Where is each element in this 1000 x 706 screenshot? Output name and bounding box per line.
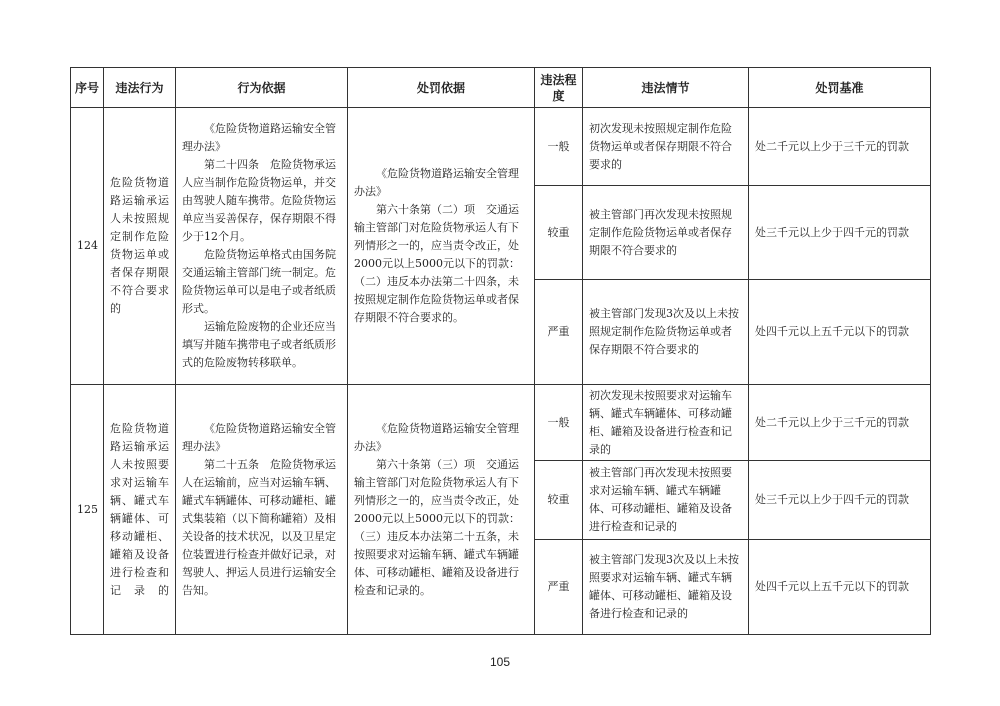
header-basis: 行为依据: [176, 68, 348, 108]
seq-cell: 124: [71, 108, 104, 385]
basis-paragraph: 危险货物运单格式由国务院交通运输主管部门统一制定。危险货物运单可以是电子或者纸质形式。: [182, 248, 336, 315]
header-penalty-basis: 处罚依据: [348, 68, 535, 108]
degree-cell: 较重: [535, 461, 583, 540]
degree-cell: 严重: [535, 280, 583, 385]
basis-paragraph: 第二十五条 危险货物承运人在运输前，应当对运输车辆、罐式车辆罐体、可移动罐柜、罐式集装箱（以下简称罐箱）及相关设备的技术状况，以及卫星定位装置进行检查并做好记录，对驾驶人、押运人员进行运输安全告知。: [182, 457, 336, 597]
standard-cell: 处四千元以上五千元以下的罚款: [749, 540, 931, 635]
penalty-paragraph: 《危险货物道路运输安全管理办法》: [354, 421, 519, 453]
situation-cell: 被主管部门发现3次及以上未按照规定制作危险货物运单或者保存期限不符合要求的: [583, 280, 749, 385]
penalty-paragraph: 《危险货物道路运输安全管理办法》: [354, 167, 519, 198]
seq-cell: 125: [71, 385, 104, 635]
header-degree: 违法程度: [535, 68, 583, 108]
penalty-basis-cell: [348, 108, 535, 385]
penalty-paragraph: 第六十条第（二）项 交通运输主管部门对危险货物承运人有下列情形之一的，应当责令改正，处2000元以上5000元以下的罚款：（二）违反本办法第二十四条，未按照规定制作危险货物运单或者保存期限不符合要求的。: [354, 203, 520, 324]
standard-cell: 处三千元以上少于四千元的罚款: [749, 186, 931, 280]
degree-cell: 较重: [535, 186, 583, 280]
situation-cell: 被主管部门再次发现未按照规定制作危险货物运单或者保存期限不符合要求的: [583, 186, 749, 280]
header-standard: 处罚基准: [749, 68, 931, 108]
behavior-cell: 危险货物道路运输承运人未按照要求对运输车辆、罐式车辆罐体、可移动罐柜、罐箱及设备进行检查和记录的: [104, 385, 176, 635]
basis-cell: [176, 385, 348, 635]
header-situation: 违法情节: [583, 68, 749, 108]
situation-cell: 被主管部门再次发现未按照要求对运输车辆、罐式车辆罐体、可移动罐柜、罐箱及设备进行检查和记录的: [583, 461, 749, 540]
basis-cell: [176, 108, 348, 385]
situation-cell: 初次发现未按照规定制作危险货物运单或者保存期限不符合要求的: [583, 108, 749, 186]
standard-cell: 处四千元以上五千元以下的罚款: [749, 280, 931, 385]
table-row: [71, 108, 931, 186]
behavior-cell: 危险货物道路运输承运人未按照规定制作危险货物运单或者保存期限不符合要求的: [104, 108, 176, 385]
basis-paragraph: 《危险货物道路运输安全管理办法》: [182, 421, 336, 453]
penalty-table: [70, 67, 931, 635]
degree-cell: 一般: [535, 385, 583, 461]
degree-cell: 一般: [535, 108, 583, 186]
standard-cell: 处三千元以上少于四千元的罚款: [749, 461, 931, 540]
basis-paragraph: 第二十四条 危险货物承运人应当制作危险货物运单，并交由驾驶人随车携带。危险货物运单应当妥善保存，保存期限不得少于12个月。: [182, 158, 336, 243]
situation-cell: 被主管部门发现3次及以上未按照要求对运输车辆、罐式车辆罐体、可移动罐柜、罐箱及设备进行检查和记录的: [583, 540, 749, 635]
situation-cell: 初次发现未按照要求对运输车辆、罐式车辆罐体、可移动罐柜、罐箱及设备进行检查和记录的: [583, 385, 749, 461]
penalty-paragraph: 第六十条第（三）项 交通运输主管部门对危险货物承运人有下列情形之一的，应当责令改正，处2000元以上5000元以下的罚款：（三）违反本办法第二十五条，未按照要求对运输车辆、罐式车辆罐体、可移动罐柜、罐箱及设备进行检查和记录的。: [354, 457, 520, 597]
basis-paragraph: 运输危险废物的企业还应当填写并随车携带电子或者纸质形式的危险废物转移联单。: [182, 320, 336, 369]
header-seq: 序号: [71, 68, 104, 108]
penalty-basis-cell: [348, 385, 535, 635]
page-number: 105: [489, 655, 511, 669]
header-behavior: 违法行为: [104, 68, 176, 108]
table-row: [71, 385, 931, 461]
degree-cell: 严重: [535, 540, 583, 635]
standard-cell: 处二千元以上少于三千元的罚款: [749, 108, 931, 186]
standard-cell: 处二千元以上少于三千元的罚款: [749, 385, 931, 461]
header-row: [71, 68, 931, 108]
basis-paragraph: 《危险货物道路运输安全管理办法》: [182, 122, 336, 153]
